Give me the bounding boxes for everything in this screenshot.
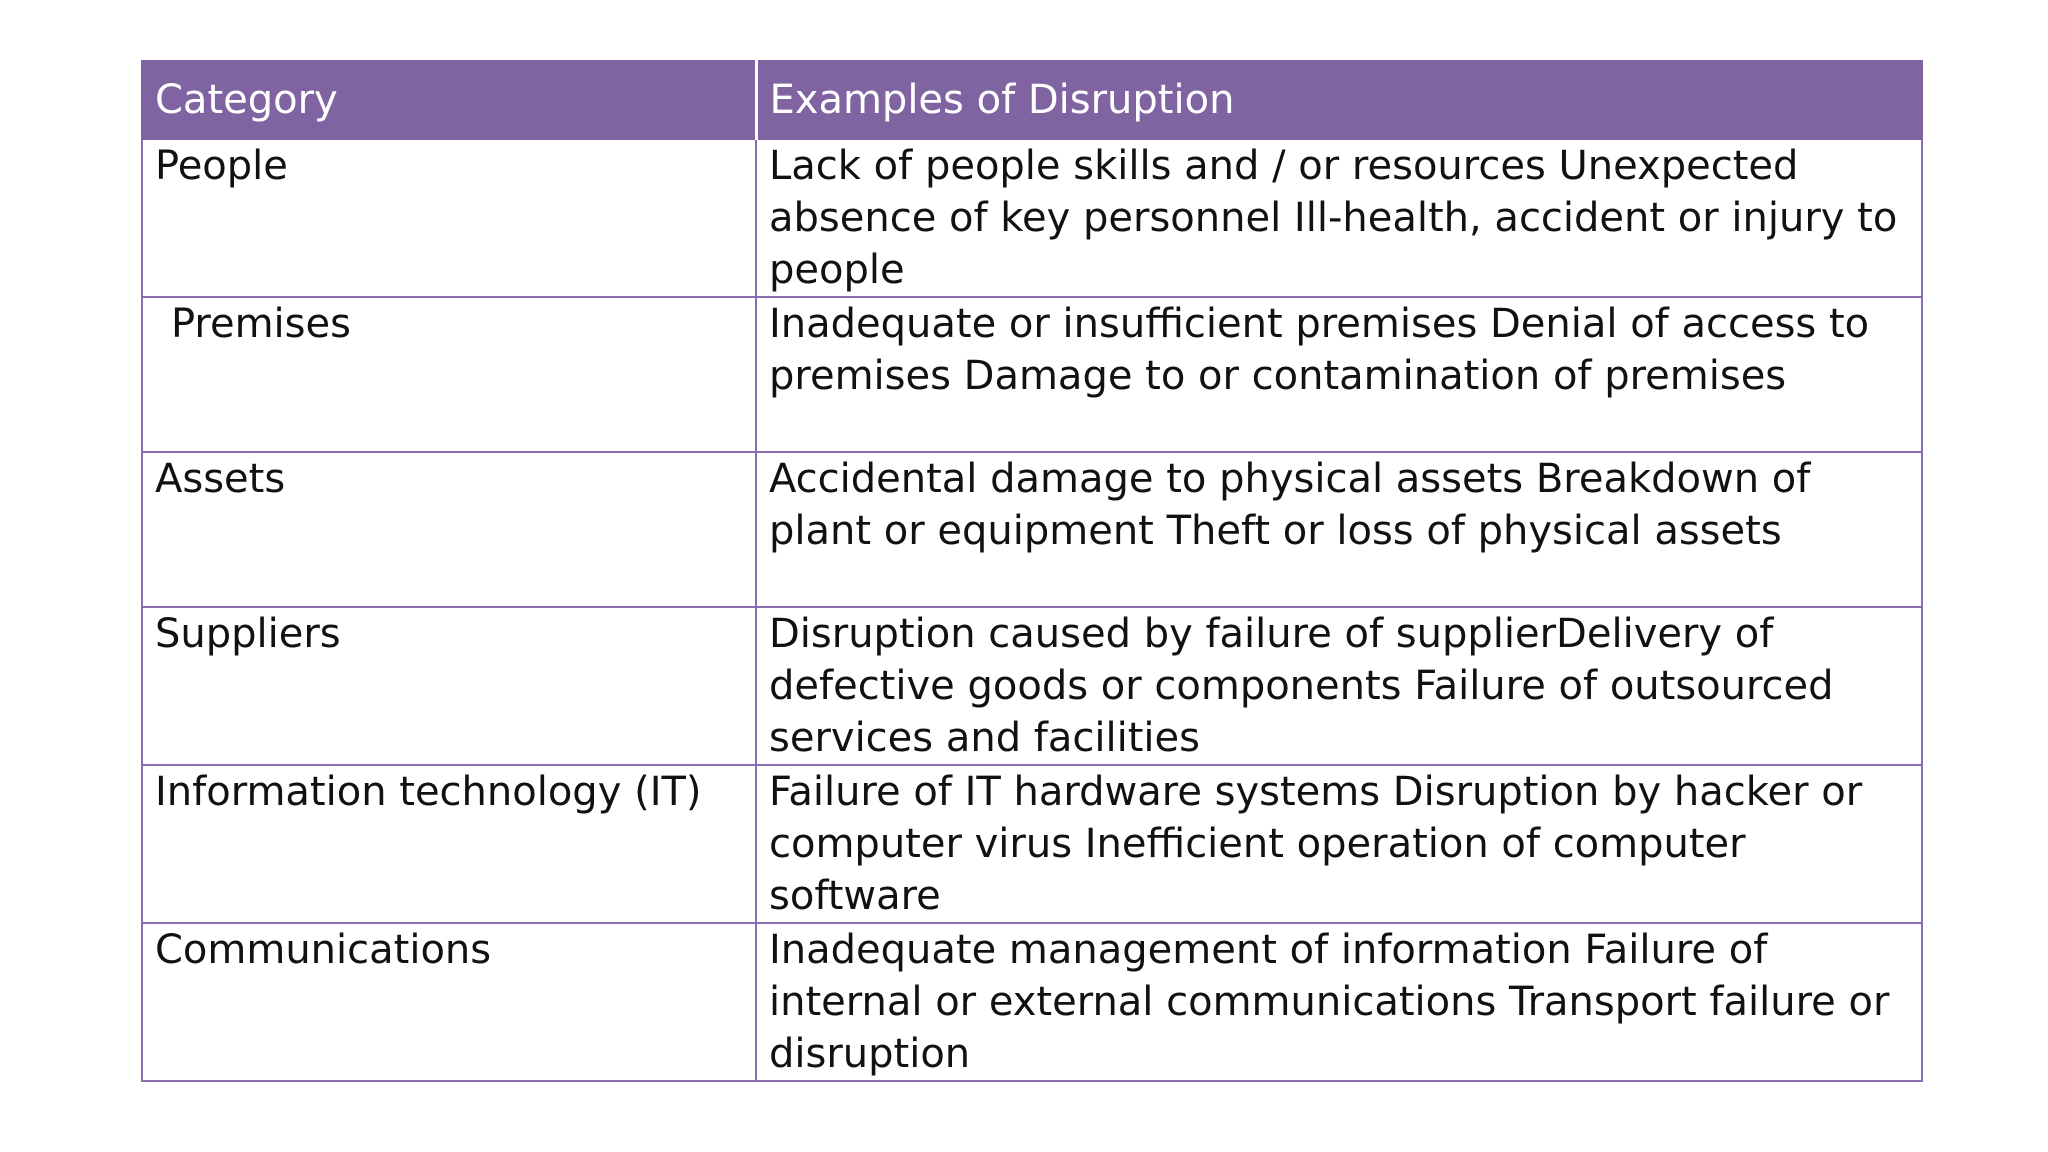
examples-cell: Inadequate management of information Failure of internal or external communications Transport failure or disruption (756, 923, 1922, 1081)
examples-cell: Inadequate or insufficient premises Denial of access to premises Damage to or contamination of premises (756, 297, 1922, 452)
table-row (142, 297, 1922, 452)
category-cell: People (142, 139, 756, 297)
examples-cell: Disruption caused by failure of supplierDelivery of defective goods or components Failure of outsourced services and facilities (756, 607, 1922, 765)
category-cell: Assets (142, 452, 756, 607)
table-body (142, 139, 1922, 1081)
disruption-table-container (141, 60, 1921, 1082)
examples-cell: Failure of IT hardware systems Disruption by hacker or computer virus Inefficient operation of computer software (756, 765, 1922, 923)
category-cell: Communications (142, 923, 756, 1081)
table-row (142, 765, 1922, 923)
header-category: Category (142, 61, 756, 139)
header-examples: Examples of Disruption (756, 61, 1922, 139)
table-row (142, 139, 1922, 297)
table-row (142, 923, 1922, 1081)
table-row (142, 607, 1922, 765)
table-row (142, 452, 1922, 607)
category-cell: Premises (142, 297, 756, 452)
category-cell: Information technology (IT) (142, 765, 756, 923)
examples-cell: Lack of people skills and / or resources Unexpected absence of key personnel Ill-health, accident or injury to people (756, 139, 1922, 297)
disruption-table (141, 60, 1923, 1082)
examples-cell: Accidental damage to physical assets Breakdown of plant or equipment Theft or loss of physical assets (756, 452, 1922, 607)
header-row (142, 61, 1922, 139)
category-cell: Suppliers (142, 607, 756, 765)
table-header (142, 61, 1922, 139)
